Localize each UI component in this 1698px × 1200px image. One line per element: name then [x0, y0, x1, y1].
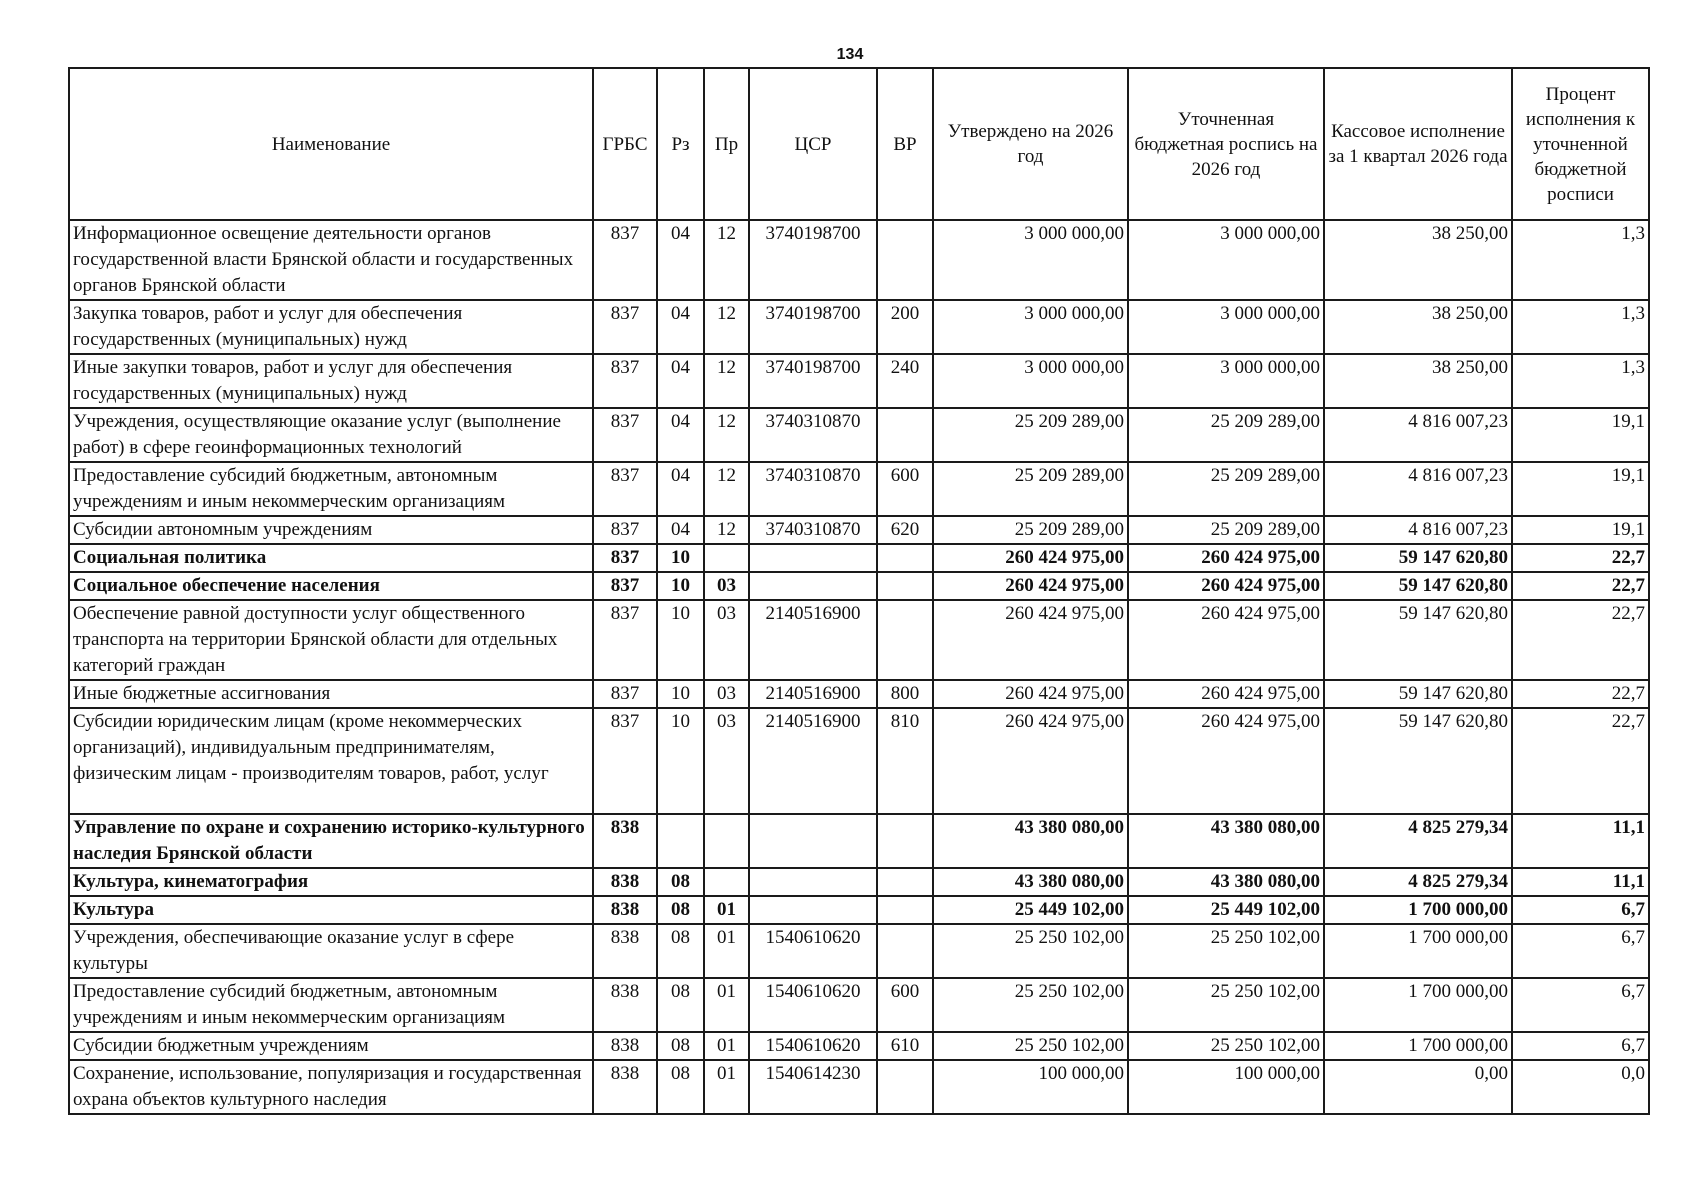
cell-approved: 25 250 102,00 [933, 978, 1128, 1032]
cell-name: Культура [69, 896, 593, 924]
cell-csr: 3740310870 [749, 462, 877, 516]
table-row [69, 300, 1649, 354]
cell-vr [877, 896, 933, 924]
cell-vr [877, 220, 933, 300]
header-cash: Кассовое исполнение за 1 квартал 2026 года [1324, 68, 1512, 220]
cell-percent: 6,7 [1512, 896, 1649, 924]
cell-grbs: 837 [593, 354, 657, 408]
table-row [69, 924, 1649, 978]
cell-rz: 04 [657, 354, 704, 408]
cell-grbs: 838 [593, 814, 657, 868]
cell-csr: 2140516900 [749, 680, 877, 708]
cell-rz: 08 [657, 868, 704, 896]
cell-grbs: 837 [593, 544, 657, 572]
cell-csr: 3740310870 [749, 408, 877, 462]
cell-cash: 1 700 000,00 [1324, 896, 1512, 924]
cell-rz: 08 [657, 978, 704, 1032]
cell-csr [749, 896, 877, 924]
cell-percent: 22,7 [1512, 544, 1649, 572]
cell-vr [877, 544, 933, 572]
cell-percent: 11,1 [1512, 814, 1649, 868]
cell-approved: 25 449 102,00 [933, 896, 1128, 924]
cell-vr: 600 [877, 978, 933, 1032]
cell-cash: 59 147 620,80 [1324, 572, 1512, 600]
cell-grbs: 837 [593, 220, 657, 300]
cell-pr: 12 [704, 354, 749, 408]
cell-pr: 03 [704, 680, 749, 708]
cell-name: Управление по охране и сохранению историко-культурного наследия Брянской области [69, 814, 593, 868]
cell-pr: 12 [704, 220, 749, 300]
cell-percent: 22,7 [1512, 680, 1649, 708]
cell-approved: 3 000 000,00 [933, 354, 1128, 408]
cell-percent: 6,7 [1512, 924, 1649, 978]
cell-pr: 03 [704, 708, 749, 814]
cell-approved: 3 000 000,00 [933, 300, 1128, 354]
header-percent: Процент исполнения к уточненной бюджетной росписи [1512, 68, 1649, 220]
cell-refined: 260 424 975,00 [1128, 600, 1324, 680]
table-row [69, 462, 1649, 516]
cell-csr [749, 814, 877, 868]
cell-csr: 2140516900 [749, 600, 877, 680]
cell-refined: 3 000 000,00 [1128, 220, 1324, 300]
cell-pr: 01 [704, 1032, 749, 1060]
table-row [69, 680, 1649, 708]
cell-cash: 38 250,00 [1324, 220, 1512, 300]
cell-cash: 59 147 620,80 [1324, 544, 1512, 572]
cell-approved: 25 209 289,00 [933, 462, 1128, 516]
cell-name: Субсидии автономным учреждениям [69, 516, 593, 544]
cell-vr: 240 [877, 354, 933, 408]
cell-pr: 12 [704, 408, 749, 462]
cell-csr: 3740198700 [749, 220, 877, 300]
cell-grbs: 837 [593, 600, 657, 680]
cell-grbs: 838 [593, 868, 657, 896]
cell-rz: 04 [657, 408, 704, 462]
cell-csr: 1540610620 [749, 1032, 877, 1060]
table-header-row [69, 68, 1649, 220]
budget-execution-table [68, 67, 1650, 1115]
cell-cash: 38 250,00 [1324, 354, 1512, 408]
cell-rz: 04 [657, 300, 704, 354]
table-row [69, 408, 1649, 462]
cell-pr [704, 814, 749, 868]
cell-rz: 08 [657, 896, 704, 924]
cell-percent: 1,3 [1512, 300, 1649, 354]
cell-csr [749, 544, 877, 572]
cell-refined: 25 449 102,00 [1128, 896, 1324, 924]
cell-cash: 38 250,00 [1324, 300, 1512, 354]
cell-pr [704, 868, 749, 896]
cell-approved: 260 424 975,00 [933, 680, 1128, 708]
cell-percent: 19,1 [1512, 408, 1649, 462]
cell-approved: 260 424 975,00 [933, 572, 1128, 600]
cell-percent: 19,1 [1512, 516, 1649, 544]
cell-cash: 4 825 279,34 [1324, 868, 1512, 896]
cell-grbs: 838 [593, 1060, 657, 1114]
cell-name: Иные бюджетные ассигнования [69, 680, 593, 708]
cell-name: Учреждения, обеспечивающие оказание услуг в сфере культуры [69, 924, 593, 978]
cell-vr [877, 1060, 933, 1114]
table-row [69, 896, 1649, 924]
cell-refined: 3 000 000,00 [1128, 300, 1324, 354]
cell-name: Обеспечение равной доступности услуг общественного транспорта на территории Брянской области для отдельных категорий граждан [69, 600, 593, 680]
cell-percent: 22,7 [1512, 572, 1649, 600]
cell-rz: 10 [657, 600, 704, 680]
cell-percent: 11,1 [1512, 868, 1649, 896]
cell-vr [877, 924, 933, 978]
cell-pr: 12 [704, 516, 749, 544]
cell-vr: 620 [877, 516, 933, 544]
cell-percent: 0,0 [1512, 1060, 1649, 1114]
cell-rz: 10 [657, 708, 704, 814]
header-csr: ЦСР [749, 68, 877, 220]
cell-refined: 25 250 102,00 [1128, 924, 1324, 978]
cell-csr: 3740198700 [749, 354, 877, 408]
cell-pr: 12 [704, 462, 749, 516]
cell-cash: 4 816 007,23 [1324, 408, 1512, 462]
cell-percent: 19,1 [1512, 462, 1649, 516]
cell-csr [749, 572, 877, 600]
table-row [69, 978, 1649, 1032]
header-pr: Пр [704, 68, 749, 220]
cell-rz [657, 814, 704, 868]
table-row [69, 868, 1649, 896]
cell-refined: 25 250 102,00 [1128, 978, 1324, 1032]
table-row [69, 544, 1649, 572]
cell-approved: 25 250 102,00 [933, 924, 1128, 978]
cell-vr [877, 572, 933, 600]
cell-name: Сохранение, использование, популяризация и государственная охрана объектов культурного наследия [69, 1060, 593, 1114]
cell-refined: 25 250 102,00 [1128, 1032, 1324, 1060]
cell-rz: 10 [657, 544, 704, 572]
cell-vr: 610 [877, 1032, 933, 1060]
cell-rz: 04 [657, 220, 704, 300]
header-vr: ВР [877, 68, 933, 220]
cell-name: Информационное освещение деятельности органов государственной власти Брянской области и государственных органов Брянской области [69, 220, 593, 300]
header-refined: Уточненная бюджетная роспись на 2026 год [1128, 68, 1324, 220]
cell-csr: 3740310870 [749, 516, 877, 544]
cell-refined: 25 209 289,00 [1128, 408, 1324, 462]
cell-refined: 43 380 080,00 [1128, 814, 1324, 868]
cell-csr: 1540610620 [749, 924, 877, 978]
cell-name: Предоставление субсидий бюджетным, автономным учреждениям и иным некоммерческим организациям [69, 978, 593, 1032]
cell-refined: 3 000 000,00 [1128, 354, 1324, 408]
cell-refined: 25 209 289,00 [1128, 516, 1324, 544]
table-row [69, 1032, 1649, 1060]
cell-vr: 800 [877, 680, 933, 708]
cell-name: Предоставление субсидий бюджетным, автономным учреждениям и иным некоммерческим организациям [69, 462, 593, 516]
cell-percent: 6,7 [1512, 1032, 1649, 1060]
cell-cash: 4 825 279,34 [1324, 814, 1512, 868]
cell-vr [877, 814, 933, 868]
table-row [69, 814, 1649, 868]
cell-approved: 260 424 975,00 [933, 600, 1128, 680]
cell-percent: 22,7 [1512, 600, 1649, 680]
page-number: 134 [836, 46, 864, 63]
cell-approved: 100 000,00 [933, 1060, 1128, 1114]
cell-cash: 4 816 007,23 [1324, 462, 1512, 516]
table-row [69, 220, 1649, 300]
cell-refined: 25 209 289,00 [1128, 462, 1324, 516]
cell-rz: 10 [657, 680, 704, 708]
cell-vr [877, 600, 933, 680]
cell-refined: 260 424 975,00 [1128, 708, 1324, 814]
table-row [69, 572, 1649, 600]
cell-vr: 200 [877, 300, 933, 354]
cell-vr: 810 [877, 708, 933, 814]
cell-name: Закупка товаров, работ и услуг для обеспечения государственных (муниципальных) нужд [69, 300, 593, 354]
cell-refined: 260 424 975,00 [1128, 544, 1324, 572]
table-row [69, 600, 1649, 680]
cell-csr: 2140516900 [749, 708, 877, 814]
cell-csr: 3740198700 [749, 300, 877, 354]
cell-refined: 260 424 975,00 [1128, 680, 1324, 708]
cell-rz: 04 [657, 462, 704, 516]
cell-vr: 600 [877, 462, 933, 516]
cell-approved: 3 000 000,00 [933, 220, 1128, 300]
cell-cash: 0,00 [1324, 1060, 1512, 1114]
cell-grbs: 838 [593, 896, 657, 924]
cell-cash: 59 147 620,80 [1324, 680, 1512, 708]
cell-cash: 1 700 000,00 [1324, 978, 1512, 1032]
cell-grbs: 838 [593, 1032, 657, 1060]
cell-grbs: 837 [593, 680, 657, 708]
cell-vr [877, 408, 933, 462]
header-name: Наименование [69, 68, 593, 220]
cell-grbs: 837 [593, 516, 657, 544]
cell-rz: 04 [657, 516, 704, 544]
cell-rz: 10 [657, 572, 704, 600]
cell-percent: 1,3 [1512, 354, 1649, 408]
cell-grbs: 838 [593, 924, 657, 978]
cell-rz: 08 [657, 924, 704, 978]
header-grbs: ГРБС [593, 68, 657, 220]
cell-grbs: 837 [593, 408, 657, 462]
cell-percent: 22,7 [1512, 708, 1649, 814]
cell-pr: 12 [704, 300, 749, 354]
cell-cash: 59 147 620,80 [1324, 600, 1512, 680]
cell-percent: 1,3 [1512, 220, 1649, 300]
cell-cash: 1 700 000,00 [1324, 1032, 1512, 1060]
header-approved: Утверждено на 2026 год [933, 68, 1128, 220]
cell-csr: 1540614230 [749, 1060, 877, 1114]
cell-name: Учреждения, осуществляющие оказание услуг (выполнение работ) в сфере геоинформационных технологий [69, 408, 593, 462]
cell-approved: 260 424 975,00 [933, 544, 1128, 572]
table-row [69, 1060, 1649, 1114]
cell-grbs: 837 [593, 300, 657, 354]
cell-cash: 1 700 000,00 [1324, 924, 1512, 978]
cell-pr: 01 [704, 978, 749, 1032]
cell-pr: 03 [704, 572, 749, 600]
cell-name: Социальная политика [69, 544, 593, 572]
cell-name: Иные закупки товаров, работ и услуг для обеспечения государственных (муниципальных) нужд [69, 354, 593, 408]
cell-percent: 6,7 [1512, 978, 1649, 1032]
cell-vr [877, 868, 933, 896]
cell-approved: 43 380 080,00 [933, 868, 1128, 896]
cell-grbs: 837 [593, 572, 657, 600]
cell-refined: 100 000,00 [1128, 1060, 1324, 1114]
cell-approved: 25 209 289,00 [933, 516, 1128, 544]
cell-pr: 01 [704, 1060, 749, 1114]
cell-csr [749, 868, 877, 896]
cell-refined: 43 380 080,00 [1128, 868, 1324, 896]
cell-approved: 25 209 289,00 [933, 408, 1128, 462]
cell-rz: 08 [657, 1032, 704, 1060]
cell-approved: 43 380 080,00 [933, 814, 1128, 868]
cell-cash: 59 147 620,80 [1324, 708, 1512, 814]
cell-name: Культура, кинематография [69, 868, 593, 896]
cell-pr: 01 [704, 924, 749, 978]
table-row [69, 516, 1649, 544]
cell-grbs: 837 [593, 462, 657, 516]
cell-cash: 4 816 007,23 [1324, 516, 1512, 544]
table-row [69, 708, 1649, 814]
cell-grbs: 837 [593, 708, 657, 814]
cell-refined: 260 424 975,00 [1128, 572, 1324, 600]
table-row [69, 354, 1649, 408]
cell-name: Субсидии юридическим лицам (кроме некоммерческих организаций), индивидуальным предпринимателям, физическим лицам - производителям товаров, работ, услуг [69, 708, 593, 814]
cell-grbs: 838 [593, 978, 657, 1032]
cell-rz: 08 [657, 1060, 704, 1114]
cell-approved: 260 424 975,00 [933, 708, 1128, 814]
cell-pr: 03 [704, 600, 749, 680]
cell-pr: 01 [704, 896, 749, 924]
cell-name: Социальное обеспечение населения [69, 572, 593, 600]
cell-name: Субсидии бюджетным учреждениям [69, 1032, 593, 1060]
cell-approved: 25 250 102,00 [933, 1032, 1128, 1060]
cell-csr: 1540610620 [749, 978, 877, 1032]
header-rz: Рз [657, 68, 704, 220]
cell-pr [704, 544, 749, 572]
